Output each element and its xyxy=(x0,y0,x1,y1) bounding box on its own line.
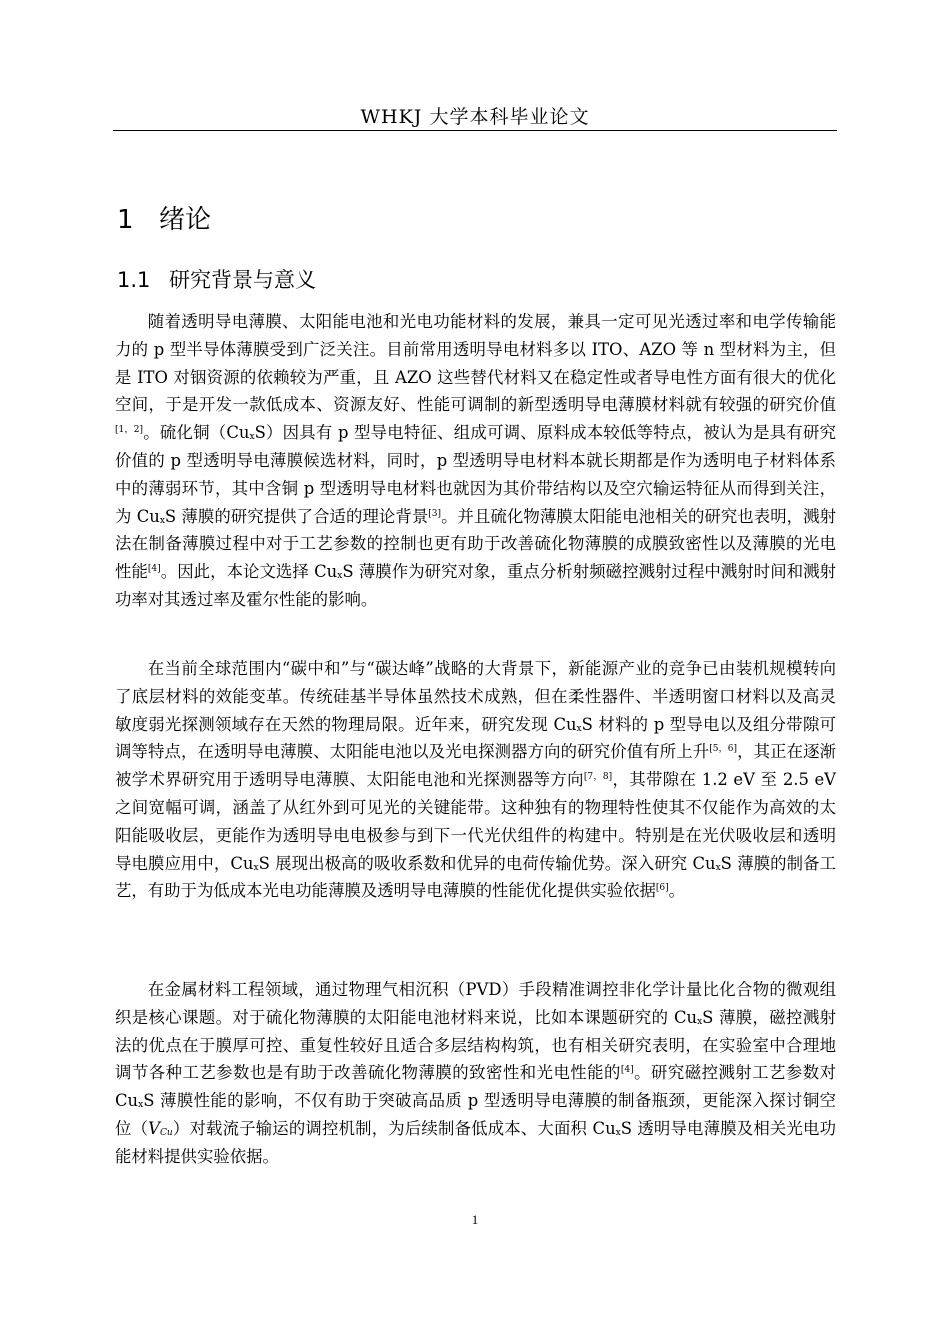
chem-formula: $Cu_xS$ xyxy=(226,423,266,443)
text-run: ，其正在逐渐被学术界研究用于透明导电薄膜、太阳能电池和光探测器等方向 xyxy=(115,742,837,790)
citation: [6] xyxy=(655,883,669,894)
chapter-title xyxy=(117,200,211,240)
paragraph-1 xyxy=(115,308,836,614)
citation: [5，6] xyxy=(709,744,737,755)
page-number: 1 xyxy=(471,1212,479,1227)
chem-formula: $Cu_xS$ xyxy=(230,853,270,873)
chem-formula: $Cu_xS$ xyxy=(673,1007,714,1027)
paragraph-3 xyxy=(115,976,836,1171)
text-run: ）因具有 p 型导电特征、组成可调、原料成本较低等特点，被认为是具有研究价值的 p 型透明导电薄膜候选材料，同时，p 型透明导电材料本就长期都是作为透明电子材料体系中的薄弱环节，其中含铜 p 型透明导电材料也就因为其价带结构以及空穴输运特征从而得到关注，为 xyxy=(115,423,837,526)
chapter-title-text: 绪论 xyxy=(159,205,212,235)
text-run: 随着透明导电薄膜、太阳能电池和光电功能材料的发展，兼具一定可见光透过率和电学传输能力的 p 型半导体薄膜受到广泛关注。目前常用透明导电材料多以 ITO、AZO 等 n 型材料为主，但是 ITO 对铟资源的依赖较为严重，且 AZO 这些替代材料又在稳定性或者导电性方面有很大的优化空间，于是开发一款低成本、资源友好、性能可调制的新型透明导电薄膜材料就有较强的研究价值 xyxy=(115,312,836,415)
text-run: 展现出极高的吸收系数和优异的电荷传输优势。深入研究 xyxy=(269,853,693,873)
chem-formula: $Cu_xS$ xyxy=(314,562,354,582)
text-run: 薄膜的研究提供了合适的理论背景 xyxy=(176,506,429,526)
text-run: 薄膜作为研究对象，重点分析射频磁控溅射过程中溅射时间和溅射功率对其透过率及霍尔性能的影响。 xyxy=(115,562,836,609)
text-run: 。因此，本论文选择 xyxy=(160,562,315,582)
text-run: 。硫化铜（ xyxy=(142,423,227,443)
text-run: 在金属材料工程领域，通过物理气相沉积（PVD）手段精准调控非化学计量比化合物的微观组织是核心课题。对于硫化物薄膜的太阳能电池材料来说，比如本课题研究的 xyxy=(115,980,836,1027)
text-run: 透明导电薄膜及相关光电功能材料提供实验依据。 xyxy=(115,1118,837,1166)
section-number: 1.1 xyxy=(117,268,151,292)
text-run: ，其带隙在 1.2 eV 至 2.5 eV 之间宽幅可调，涵盖了从红外到可见光的关键能带。这种独有的物理特性使其不仅能作为高效的太阳能吸收层，更能作为透明导电电极参与到下一代光伏组件的构建中。特别是在光伏吸收层和透明导电膜应用中， xyxy=(115,770,836,873)
section-title-text: 研究背景与意义 xyxy=(169,268,316,292)
chem-formula: $Cu_xS$ xyxy=(136,506,177,526)
text-run: 薄膜性能的影响，不仅有助于突破高品质 p 型透明导电薄膜的制备瓶颈，更能深入探讨铜空位（ xyxy=(115,1091,836,1138)
text-run: 薄膜，磁控溅射法的优点在于膜厚可控、重复性较好且适合多层结构构筑，也有相关研究表明，在实验室中合理地调节各种工艺参数也是有助于改善硫化物薄膜的致密性和光电性能的 xyxy=(115,1007,836,1083)
copper-vacancy-symbol: $V_{Cu}$ xyxy=(148,1118,173,1138)
paragraph-2 xyxy=(115,655,836,905)
chem-formula: $Cu_xS$ xyxy=(115,1091,155,1111)
citation: [3] xyxy=(428,508,442,519)
citation: [7，8] xyxy=(583,772,613,783)
text-run: 在当前全球范围内“碳中和”与“碳达峰”战略的大背景下，新能源产业的竞争已由装机规模转向了底层材料的效能变革。传统硅基半导体虽然技术成熟，但在柔性器件、半透明窗口材料以及高灵敏度弱光探测领域存在天然的物理局限。近年来，研究发现 xyxy=(115,659,836,734)
text-run: ）对载流子输运的调控机制，为后续制备低成本、大面积 xyxy=(172,1118,593,1138)
text-run: 。 xyxy=(668,881,686,901)
page-header: WHKJ 大学本科毕业论文 xyxy=(360,106,590,128)
text-run: 。研究磁控溅射工艺参数对 xyxy=(633,1063,837,1083)
chem-formula: $Cu_xS$ xyxy=(553,714,593,734)
text-run: 。并且硫化物薄膜太阳能电池相关的研究也表明，溅射法在制备薄膜过程中对于工艺参数的控制也更有助于改善硫化物薄膜的成膜致密性以及薄膜的光电性能 xyxy=(115,506,836,582)
chem-formula: $Cu_xS$ xyxy=(592,1118,632,1138)
text-run: 薄膜的制备工艺，有助于为低成本光电功能薄膜及透明导电薄膜的性能优化提供实验依据 xyxy=(115,853,837,901)
citation: [1，2] xyxy=(115,425,143,436)
chapter-number: 1 xyxy=(117,205,134,235)
section-title xyxy=(117,264,316,296)
chem-formula: $Cu_xS$ xyxy=(692,853,732,873)
text-run: 材料的 p 型导电以及组分带隙可调等特点，在透明导电薄膜、太阳能电池以及光电探测器方向的研究价值有所上升 xyxy=(115,714,836,762)
header-rule xyxy=(113,130,837,131)
citation: [4] xyxy=(620,1065,634,1076)
citation: [4] xyxy=(147,564,161,575)
